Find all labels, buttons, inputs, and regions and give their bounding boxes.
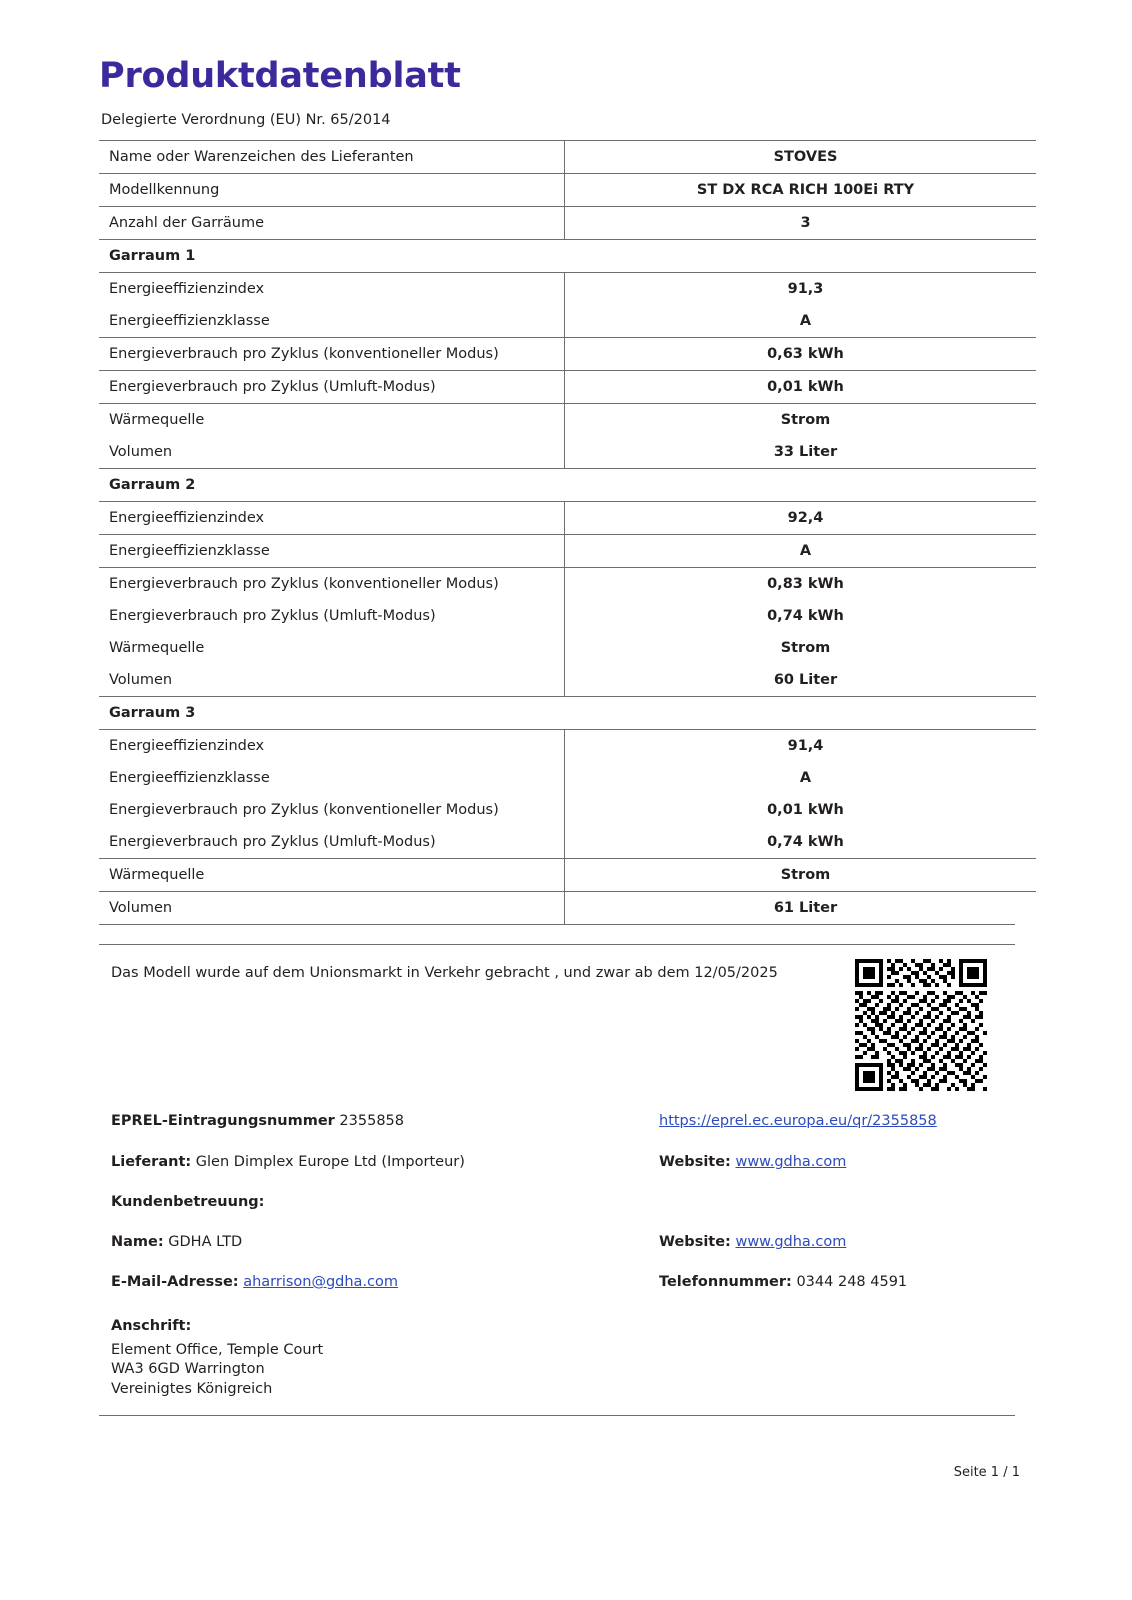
table-cell-label: Energieeffizienzklasse	[109, 770, 270, 786]
support-label: Kundenbetreuung:	[111, 1194, 265, 1210]
specification-table	[99, 140, 1036, 924]
eprel-link-wrap	[659, 1113, 1003, 1129]
name-label: Name:	[111, 1234, 164, 1250]
table-cell-value: 92,4	[565, 502, 1037, 535]
table-row	[99, 600, 1036, 632]
name-left	[111, 1234, 651, 1250]
table-cell-label: Energieeffizienzklasse	[109, 313, 270, 329]
website-link-2[interactable]: www.gdha.com	[735, 1234, 847, 1250]
table-cell-value: 33 Liter	[565, 436, 1037, 469]
table-cell-label: Energieeffizienzindex	[99, 730, 565, 763]
table-row	[99, 859, 1036, 892]
support-website	[659, 1234, 1003, 1250]
table-cell-label: Energieverbrauch pro Zyklus (konventioneller Modus)	[99, 568, 565, 601]
table-row	[99, 141, 1036, 174]
table-cell-value: Strom	[565, 632, 1037, 664]
table-cell-value: 0,01 kWh	[565, 794, 1037, 826]
address-line-1: Element Office, Temple Court	[111, 1341, 324, 1358]
table-row	[99, 762, 1036, 794]
table-cell-value: 91,4	[565, 730, 1037, 763]
support-left	[111, 1194, 651, 1210]
phone-wrap	[659, 1274, 1003, 1290]
table-section-row	[99, 469, 1036, 502]
phone-value: 0344 248 4591	[796, 1274, 908, 1290]
table-cell-value: A	[565, 305, 1037, 338]
table-cell-value: 91,3	[565, 273, 1037, 306]
table-cell-value: Strom	[565, 404, 1037, 437]
supplier-row	[111, 1154, 1003, 1194]
name-value: GDHA LTD	[168, 1234, 243, 1250]
table-bottom-rule	[99, 924, 1015, 925]
table-cell-label: Garraum 3	[99, 697, 565, 730]
table-cell-label: Energieeffizienzindex	[99, 502, 565, 535]
website-label-1: Website:	[659, 1154, 731, 1170]
email-link[interactable]: aharrison@gdha.com	[243, 1274, 399, 1290]
email-left	[111, 1274, 651, 1290]
qr-code[interactable]	[855, 959, 987, 1091]
table-row	[99, 502, 1036, 535]
table-cell-label: Energieverbrauch pro Zyklus (Umluft-Modus)	[99, 371, 565, 404]
support-row	[111, 1194, 1003, 1234]
table-cell-label: Wärmequelle	[109, 640, 205, 656]
table-cell-label: Energieeffizienzindex	[99, 273, 565, 306]
table-row	[99, 535, 1036, 568]
table-cell-label: Energieverbrauch pro Zyklus (Umluft-Modus)	[109, 834, 436, 850]
address-label: Anschrift:	[111, 1318, 192, 1334]
table-row	[99, 305, 1036, 338]
supplier-label: Lieferant:	[111, 1154, 192, 1170]
address-line-2: WA3 6GD Warrington	[111, 1361, 265, 1378]
table-section-row	[99, 697, 1036, 730]
table-row	[99, 273, 1036, 306]
table-cell-value: 0,74 kWh	[565, 826, 1037, 859]
table-cell-label: Garraum 1	[99, 240, 565, 273]
table-row	[99, 730, 1036, 763]
table-cell-value: 61 Liter	[565, 892, 1037, 925]
qr-code-icon	[855, 959, 987, 1091]
table-cell-label: Volumen	[109, 672, 173, 688]
table-row	[99, 207, 1036, 240]
table-cell-value: STOVES	[565, 141, 1037, 174]
eprel-number: 2355858	[339, 1113, 404, 1129]
page-footer: Seite 1 / 1	[953, 1465, 1020, 1480]
table-cell-label: Wärmequelle	[99, 404, 565, 437]
eprel-url-link[interactable]: https://eprel.ec.europa.eu/qr/2355858	[659, 1113, 937, 1129]
website-label-2: Website:	[659, 1234, 731, 1250]
contact-info	[111, 1113, 1003, 1397]
table-row	[99, 826, 1036, 859]
table-row	[99, 436, 1036, 469]
table-cell-value: A	[565, 535, 1037, 568]
table-row	[99, 794, 1036, 826]
table-row	[99, 892, 1036, 925]
table-section-row	[99, 240, 1036, 273]
table-row	[99, 338, 1036, 371]
table-cell-value	[565, 697, 1037, 730]
document-content	[99, 56, 1015, 925]
email-row	[111, 1274, 1003, 1314]
email-label: E-Mail-Adresse:	[111, 1274, 239, 1290]
eprel-row	[111, 1113, 1003, 1153]
table-row	[99, 568, 1036, 601]
market-placement-text: Das Modell wurde auf dem Unionsmarkt in Verkehr gebracht , und zwar ab dem 12/05/2025	[111, 965, 778, 981]
table-cell-value: 0,63 kWh	[565, 338, 1037, 371]
website-link-1[interactable]: www.gdha.com	[735, 1154, 847, 1170]
lower-info-panel	[99, 944, 1015, 1416]
table-cell-label: Anzahl der Garräume	[99, 207, 565, 240]
supplier-left	[111, 1154, 651, 1170]
table-cell-value	[565, 469, 1037, 502]
eprel-label: EPREL-Eintragungsnummer	[111, 1113, 335, 1129]
table-cell-value: 60 Liter	[565, 664, 1037, 697]
page-title: Produktdatenblatt	[99, 56, 461, 96]
address-block	[111, 1317, 323, 1399]
table-row	[99, 632, 1036, 664]
phone-label: Telefonnummer:	[659, 1274, 792, 1290]
table-row	[99, 404, 1036, 437]
address-line-3: Vereinigtes Königreich	[111, 1380, 273, 1397]
supplier-website	[659, 1154, 1003, 1170]
table-cell-label: Wärmequelle	[99, 859, 565, 892]
table-cell-label: Energieverbrauch pro Zyklus (Umluft-Modus)	[109, 608, 436, 624]
table-cell-label: Name oder Warenzeichen des Lieferanten	[99, 141, 565, 174]
table-cell-value: Strom	[565, 859, 1037, 892]
table-cell-label: Modellkennung	[99, 174, 565, 207]
table-cell-label: Energieeffizienzklasse	[99, 535, 565, 568]
table-cell-label: Volumen	[99, 892, 565, 925]
table-cell-label: Energieverbrauch pro Zyklus (konventioneller Modus)	[109, 802, 499, 818]
name-row	[111, 1234, 1003, 1274]
table-cell-value: A	[565, 762, 1037, 794]
table-row	[99, 664, 1036, 697]
supplier-value: Glen Dimplex Europe Ltd (Importeur)	[195, 1154, 465, 1170]
table-cell-label: Volumen	[109, 444, 173, 460]
table-cell-label: Energieverbrauch pro Zyklus (konventioneller Modus)	[99, 338, 565, 371]
eprel-left	[111, 1113, 651, 1129]
table-cell-value: 0,01 kWh	[565, 371, 1037, 404]
table-cell-value: 0,83 kWh	[565, 568, 1037, 601]
regulation-subtitle: Delegierte Verordnung (EU) Nr. 65/2014	[101, 112, 391, 128]
table-cell-value: 0,74 kWh	[565, 600, 1037, 632]
table-row	[99, 371, 1036, 404]
table-row	[99, 174, 1036, 207]
table-cell-value: 3	[565, 207, 1037, 240]
table-cell-value: ST DX RCA RICH 100Ei RTY	[565, 174, 1037, 207]
table-cell-label: Garraum 2	[99, 469, 565, 502]
table-cell-value	[565, 240, 1037, 273]
